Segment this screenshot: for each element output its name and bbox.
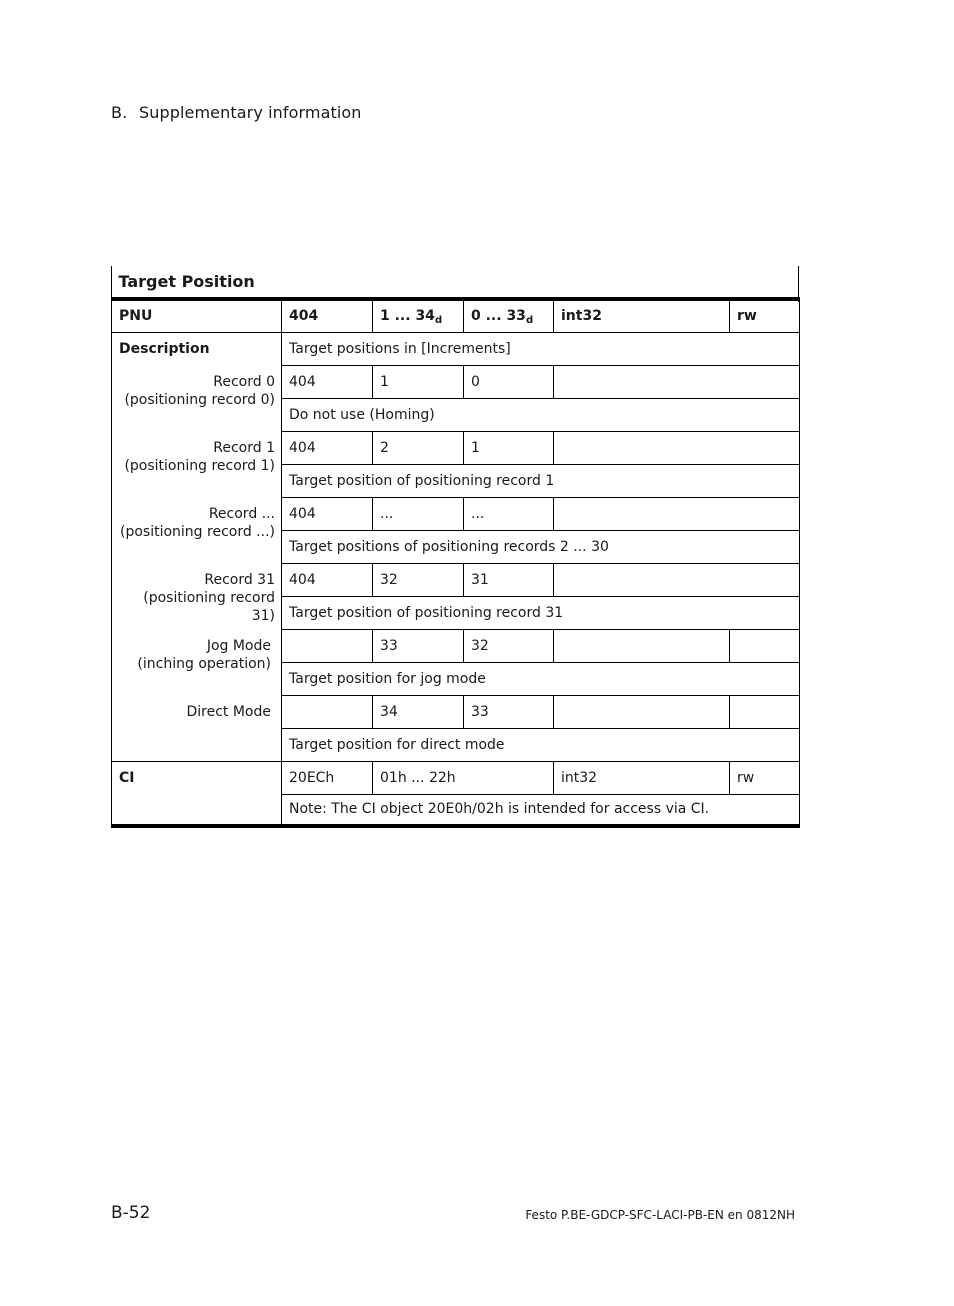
ci-subindex: 01h ... 22h <box>373 761 554 794</box>
record-subindex: 34 <box>373 695 464 728</box>
ci-index: 20ECh <box>282 761 373 794</box>
record-empty <box>554 497 800 530</box>
description-label: Description <box>112 332 282 365</box>
record-pnu: 404 <box>282 497 373 530</box>
document-id: Festo P.BE-GDCP-SFC-LACI-PB-EN en 0812NH <box>525 1208 795 1222</box>
record-index: 0 <box>464 365 554 398</box>
record-pnu <box>282 695 373 728</box>
record-note: Target positions of positioning records 2 ... 30 <box>282 530 800 563</box>
pnu-index-range: 0 ... $33_d$ <box>464 299 554 332</box>
record-index: 31 <box>464 563 554 596</box>
table-row <box>112 431 800 464</box>
record-label: Record ... (positioning record ...) <box>112 497 282 563</box>
table-row <box>112 563 800 596</box>
record-pnu: 404 <box>282 431 373 464</box>
record-note: Do not use (Homing) <box>282 398 800 431</box>
record-pnu: 404 <box>282 365 373 398</box>
record-label: Jog Mode (inching operation) <box>112 629 282 695</box>
pnu-access: rw <box>730 299 800 332</box>
record-empty <box>554 365 800 398</box>
record-index: 32 <box>464 629 554 662</box>
record-subindex: ... <box>373 497 464 530</box>
pnu-type: int32 <box>554 299 730 332</box>
table-row <box>112 695 800 728</box>
record-empty <box>554 563 800 596</box>
record-empty <box>554 695 730 728</box>
record-empty <box>730 695 800 728</box>
record-label: Direct Mode <box>112 695 282 761</box>
record-note: Target position of positioning record 31 <box>282 596 800 629</box>
pnu-subindex-range: 1 ... $34_d$ <box>373 299 464 332</box>
section-title: Supplementary information <box>139 103 362 122</box>
record-pnu: 404 <box>282 563 373 596</box>
record-subindex: 33 <box>373 629 464 662</box>
ci-type: int32 <box>554 761 730 794</box>
record-subindex: 2 <box>373 431 464 464</box>
ci-row <box>112 761 800 794</box>
ci-access: rw <box>730 761 800 794</box>
table-row <box>112 629 800 662</box>
description-row <box>112 332 800 365</box>
record-note: Target position of positioning record 1 <box>282 464 800 497</box>
table-title: Target Position <box>112 266 800 299</box>
record-empty <box>554 629 730 662</box>
record-note: Target position for direct mode <box>282 728 800 761</box>
record-index: 33 <box>464 695 554 728</box>
description-text: Target positions in [Increments] <box>282 332 800 365</box>
title-row <box>112 266 800 299</box>
record-note: Target position for jog mode <box>282 662 800 695</box>
ci-note: Note: The CI object 20E0h/02h is intended for access via CI. <box>282 794 800 826</box>
running-head <box>111 103 362 122</box>
record-index: ... <box>464 497 554 530</box>
section-number: B. <box>111 103 128 122</box>
record-label: Record 1 (positioning record 1) <box>112 431 282 497</box>
pnu-value: 404 <box>282 299 373 332</box>
ci-label: CI <box>112 761 282 826</box>
record-label: Record 31 (positioning record 31) <box>112 563 282 629</box>
record-empty <box>554 431 800 464</box>
pnu-label: PNU <box>112 299 282 332</box>
table-row <box>112 497 800 530</box>
record-pnu <box>282 629 373 662</box>
record-subindex: 1 <box>373 365 464 398</box>
record-index: 1 <box>464 431 554 464</box>
table-row <box>112 365 800 398</box>
record-empty <box>730 629 800 662</box>
page-number: B-52 <box>111 1203 151 1223</box>
record-subindex: 32 <box>373 563 464 596</box>
record-label: Record 0 (positioning record 0) <box>112 365 282 431</box>
pnu-row <box>112 299 800 332</box>
target-position-table <box>111 266 800 828</box>
